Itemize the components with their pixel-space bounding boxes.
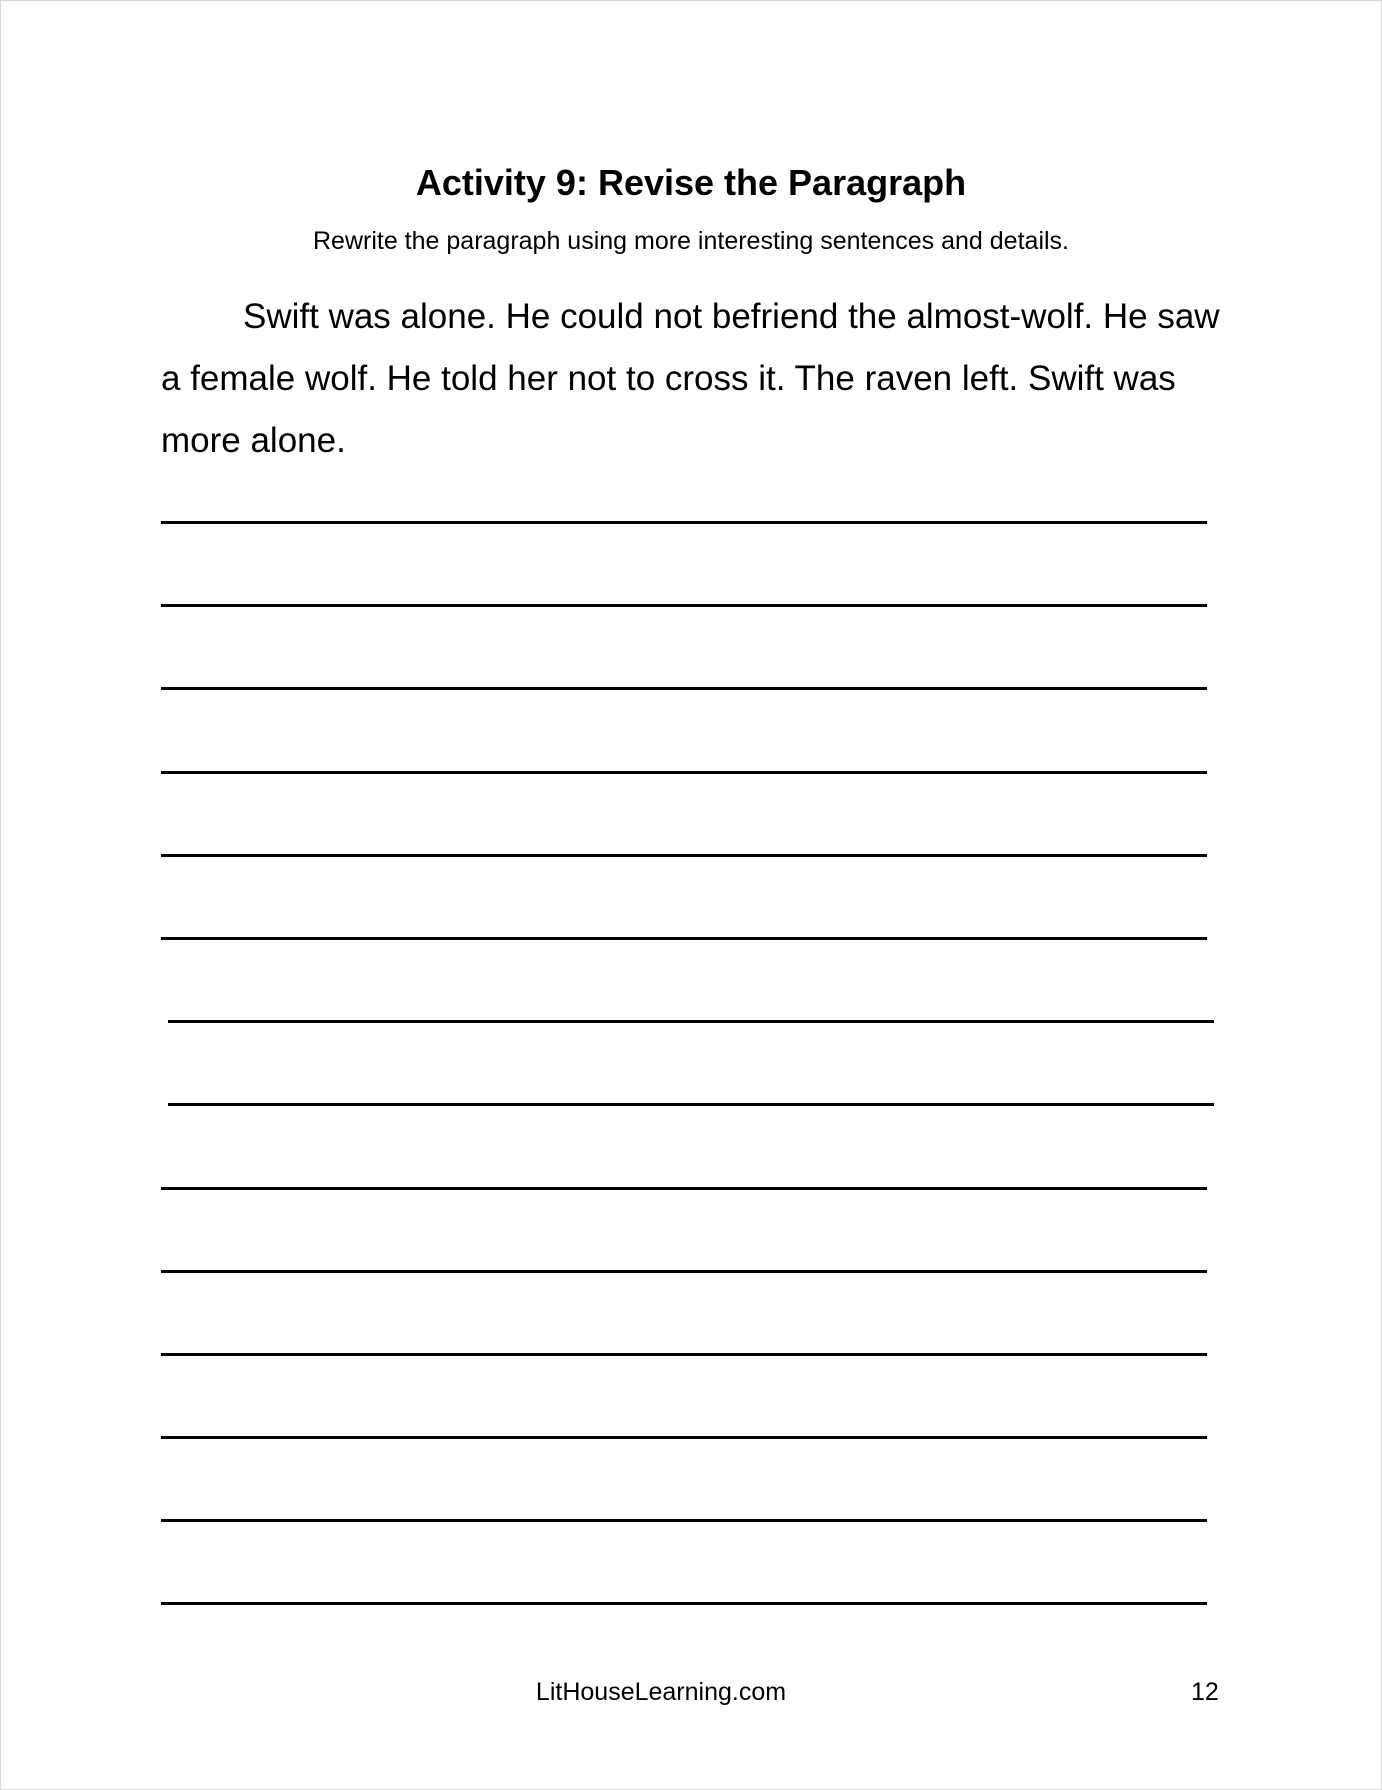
page-title: Activity 9: Revise the Paragraph (415, 162, 967, 203)
page-number: 12 (1191, 1678, 1219, 1706)
writing-line-5[interactable] (161, 854, 1207, 857)
writing-line-4[interactable] (161, 771, 1207, 774)
writing-line-3[interactable] (161, 687, 1207, 690)
writing-line-11[interactable] (161, 1353, 1207, 1356)
writing-line-2[interactable] (161, 604, 1207, 607)
writing-line-13[interactable] (161, 1519, 1207, 1522)
writing-line-6[interactable] (161, 937, 1207, 940)
instructions-text: Rewrite the paragraph using more interesting sentences and details. (313, 227, 1069, 255)
writing-line-10[interactable] (161, 1270, 1207, 1273)
writing-line-7[interactable] (168, 1020, 1214, 1023)
writing-line-14[interactable] (161, 1602, 1207, 1605)
writing-line-1[interactable] (161, 521, 1207, 524)
footer-website: LitHouseLearning.com (535, 1678, 787, 1706)
writing-line-9[interactable] (161, 1187, 1207, 1190)
original-paragraph: Swift was alone. He could not befriend the almost-wolf. He saw a female wolf. He told her not to cross it. The raven left. Swift was more alone. (161, 297, 1220, 460)
writing-line-8[interactable] (168, 1103, 1214, 1106)
writing-lines (1, 1, 1381, 1789)
writing-line-12[interactable] (161, 1436, 1207, 1439)
